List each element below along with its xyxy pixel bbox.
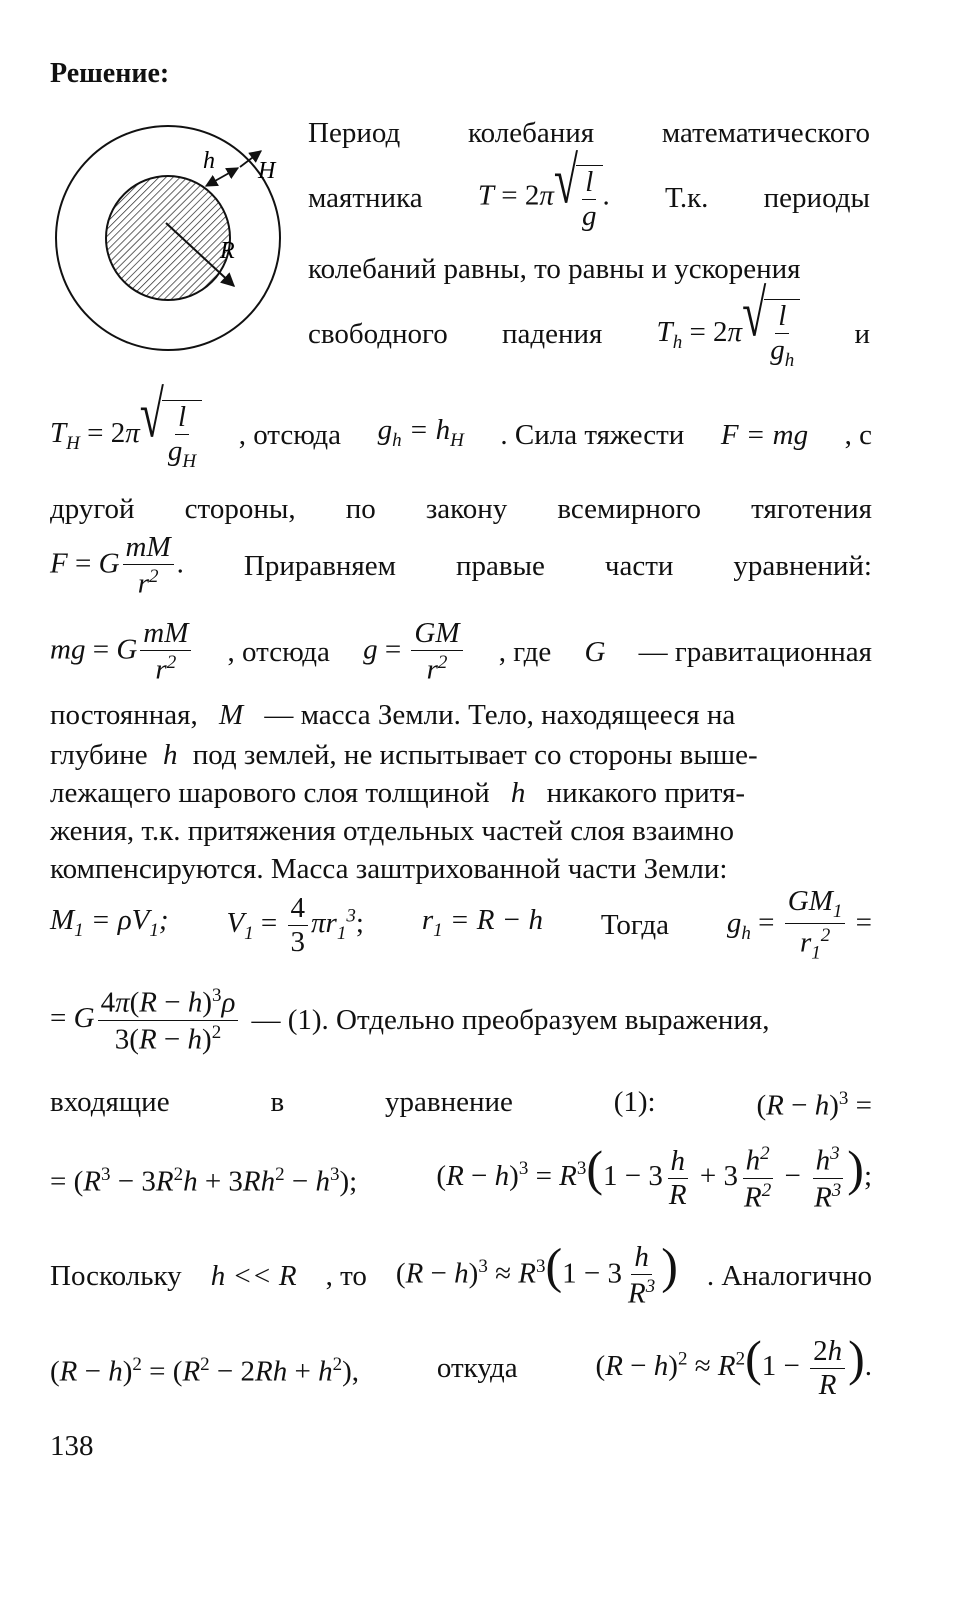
formula-M1: $M_1 = \rho V_1$; (50, 903, 169, 941)
formula-V1: $V_1$ = $\frac{4}{3}$ $\pi r_1^3$; (226, 891, 364, 958)
line-15: = G $\frac{4\pi(R - h)^3\rho}{3(R - h)^2}$ — (1). Отдельно преобразуем выражения, (50, 984, 770, 1056)
formula-gh-expanded: = G $\frac{4\pi(R - h)^3\rho}{3(R - h)^2}$ (50, 986, 241, 1054)
line-16: входящие в уравнение (1): $(R - h)^3$ = (50, 1086, 872, 1122)
formula-F-mg: F = mg (720, 419, 809, 451)
line-18: Поскольку h << R , то $(R - h)^3 \approx R^3(1 - 3$ $\frac{h}{R^3}$ ) . Аналогично (50, 1237, 872, 1310)
page-number: 138 (50, 1430, 94, 1462)
line-7: F = G $\frac{mM}{r^2}$ . Приравняем правые части уравнений: (50, 531, 872, 600)
earth-diagram (48, 118, 288, 358)
formula-Th: $T_h = 2\pi$ √ $\frac{l}{g_h}$ (657, 299, 801, 370)
label-R: R (220, 238, 235, 264)
inner-core-circle (106, 176, 230, 300)
formula-period: T = 2π √ $\frac{l}{g}$ . (477, 144, 610, 232)
line-17 (50, 1140, 872, 1216)
formula-mg-eq: mg = G $\frac{mM}{r^2}$ (50, 619, 194, 685)
line-12: жения, т.к. притяжения отдельных частей слоя взаимно (50, 815, 734, 847)
line-14: $M_1 = \rho V_1$; $V_1$ = $\frac{4}{3}$ $\pi r_1^3$; $r_1 = R - h$ Тогда $g_h$ = $\frac{GM_1}{r_1^2}$ = (50, 885, 872, 964)
formula-gh-eq: $g_h = h_H$ (377, 413, 464, 451)
formula-r1: $r_1 = R - h$ (421, 903, 543, 941)
line-9: постоянная, M — масса Земли. Тело, находящееся на (50, 699, 736, 731)
formula-square-approx: $(R - h)^2 \approx R^2(1$ − $\frac{2h}{R}$ ). (595, 1329, 872, 1401)
line-6: другой стороны, по закону всемирного тяготения (50, 493, 872, 525)
side-line-4: свободного падения $T_h = 2\pi$ √ $\frac{l}{g_h}$ и (308, 276, 870, 371)
side-line-1: Период колебания математического (308, 117, 870, 149)
solution-title: Решение: (50, 58, 170, 89)
formula-cube-factored: $(R - h)^3 = R^3(1 - 3$ $\frac{h}{R}$ + 3 $\frac{h^2}{R^2}$ − $\frac{h^3}{R^3}$ ); (436, 1139, 872, 1214)
formula-gravity-law: F = G $\frac{mM}{r^2}$ . (50, 531, 184, 600)
formula-g-eq: g = $\frac{GM}{r^2}$ (363, 619, 465, 685)
side-line-2: маятника T = 2π √ $\frac{l}{g}$ . Т.к. периоды (308, 144, 870, 232)
formula-cube-approx: $(R - h)^3 \approx R^3(1 - 3$ $\frac{h}{R^3}$ ) (395, 1237, 678, 1310)
line-5: $T_H = 2\pi$ √ $\frac{l}{g_H}$ , отсюда $g_h = h_H$ . Сила тяжести F = mg , с (50, 377, 872, 472)
line-11: лежащего шарового слоя толщиной h никакого притя- (50, 777, 746, 809)
line-8: mg = G $\frac{mM}{r^2}$ , отсюда g = $\frac{GM}{r^2}$ , где G — гравитационная (50, 617, 872, 686)
label-h: h (203, 148, 215, 174)
formula-square-expansion: $(R - h)^2 = (R^2 - 2Rh + h^2)$, (50, 1353, 360, 1388)
formula-TH: $T_H = 2\pi$ √ $\frac{l}{g_H}$ (50, 400, 202, 471)
formula-cube-expansion: = $(R^3 - 3R^2h + 3Rh^2 - h^3)$; (50, 1163, 358, 1198)
formula-gh: $g_h$ = $\frac{GM_1}{r_1^2}$ = (726, 885, 872, 964)
line-10: глубине h под землей, не испытывает со стороны выше- (50, 739, 758, 771)
line-19: $(R - h)^2 = (R^2 - 2Rh + h^2)$, откуда $(R - h)^2 \approx R^2(1$ − $\frac{2h}{R}$ ). (50, 1329, 872, 1401)
side-line-3: колебаний равны, то равны и ускорения (308, 253, 801, 285)
line-13: компенсируются. Масса заштрихованной части Земли: (50, 853, 728, 885)
label-H: H (258, 158, 276, 184)
